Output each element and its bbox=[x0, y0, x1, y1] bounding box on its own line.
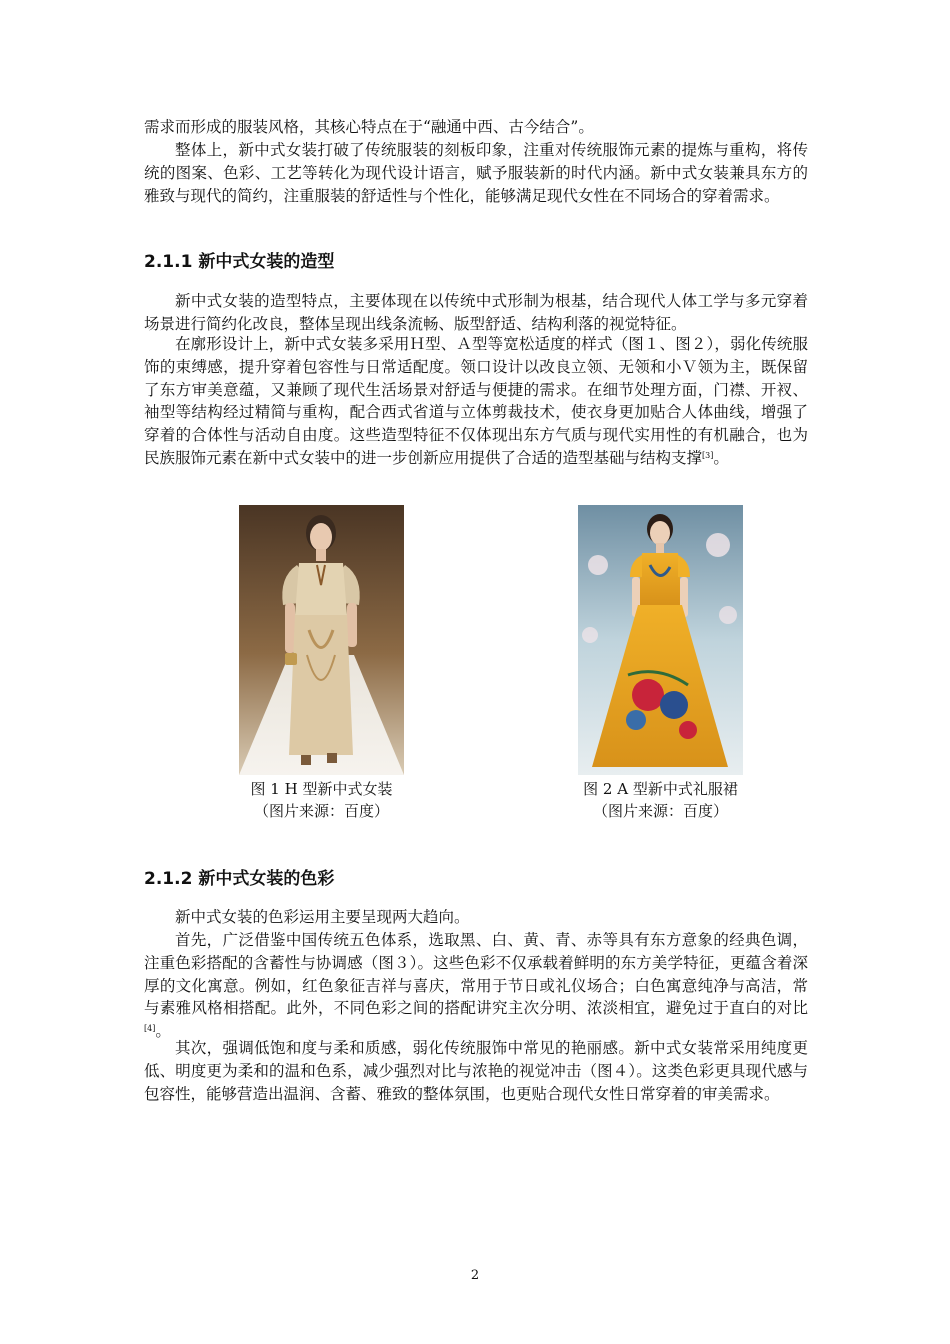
a-type-gown-photo bbox=[578, 505, 743, 775]
citation-ref: [3] bbox=[702, 450, 714, 460]
paragraph-color-second: 其次，强调低饱和度与柔和质感，弱化传统服饰中常见的艳丽感。新中式女装常采用纯度更低、明度更为柔和的温和色系，减少强烈对比与浓艳的视觉冲击（图４）。这类色彩更具现代感与包容性，能够营造出温润、含蓄、雅致的整体氛围，也更贴合现代女性日常穿着的审美需求。 bbox=[144, 1039, 808, 1103]
section-heading-color: 2.1.2 新中式女装的色彩 bbox=[144, 869, 335, 889]
paragraph-end: 。 bbox=[155, 1022, 171, 1041]
figure-1-caption: 图 1 H 型新中式女装 bbox=[250, 780, 393, 798]
citation-ref: [4] bbox=[144, 1024, 156, 1034]
paragraph-color-intro: 新中式女装的色彩运用主要呈现两大趋向。 bbox=[175, 908, 470, 926]
paragraph-intro-end: 需求而形成的服装风格，其核心特点在于“融通中西、古今结合”。 bbox=[144, 118, 594, 136]
paragraph-silhouette-intro bbox=[144, 290, 808, 336]
figure-2-source: （图片来源：百度） bbox=[592, 802, 728, 820]
figure-1-source: （图片来源：百度） bbox=[253, 802, 389, 820]
paragraph-text: 首先，广泛借鉴中国传统五色体系，选取黑、白、黄、青、赤等具有东方意象的经典色调，注重色彩搭配的含蓄性与协调感（图３）。这些色彩不仅承载着鲜明的东方美学特征，更蕴含着深厚的文化寓意。例如，红色象征吉祥与喜庆，常用于节日或礼仪场合；白色寓意纯净与高洁，常与素雅风格相搭配。此外，不同色彩之间的搭配讲究主次分明、浓淡相宜，避免过于直白的对比 bbox=[144, 931, 808, 1018]
figure-2-image bbox=[578, 505, 743, 775]
figure-2-caption: 图 2 A 型新中式礼服裙 bbox=[583, 780, 738, 798]
paragraph-overview: 整体上，新中式女装打破了传统服装的刻板印象，注重对传统服饰元素的提炼与重构，将传统的图案、色彩、工艺等转化为现代设计语言，赋予服装新的时代内涵。新中式女装兼具东方的雅致与现代的简约，注重服装的舒适性与个性化，能够满足现代女性在不同场合的穿着需求。 bbox=[144, 141, 808, 205]
paragraph-text: 在廓形设计上，新中式女装多采用Ｈ型、Ａ型等宽松适度的样式（图１、图２），弱化传统服饰的束缚感，提升穿着包容性与日常适配度。领口设计以改良立领、无领和小Ｖ领为主，既保留了东方审美意蕴，又兼顾了现代生活场景对舒适与便捷的需求。在细节处理方面，门襟、开衩、袖型等结构经过精简与重构，配合西式省道与立体剪裁技术，使衣身更加贴合人体曲线，增强了穿着的合体性与活动自由度。这些造型特征不仅体现出东方气质与现代实用性的有机融合，也为民族服饰元素在新中式女装中的进一步创新应用提供了合适的造型基础与结构支撑 bbox=[144, 335, 808, 467]
page-number: 2 bbox=[470, 1268, 480, 1283]
h-type-dress-photo bbox=[239, 505, 404, 775]
paragraph-end: 。 bbox=[713, 448, 729, 467]
section-heading-silhouette: 2.1.1 新中式女装的造型 bbox=[144, 252, 335, 272]
paragraph-color-first bbox=[144, 929, 808, 1043]
figure-1-image bbox=[239, 505, 404, 775]
paragraph-silhouette-detail bbox=[144, 333, 808, 470]
paragraph-text: 新中式女装的造型特点，主要体现在以传统中式形制为根基，结合现代人体工学与多元穿着场景进行简约化改良，整体呈现出线条流畅、版型舒适、结构利落的视觉特征。 bbox=[144, 292, 808, 333]
